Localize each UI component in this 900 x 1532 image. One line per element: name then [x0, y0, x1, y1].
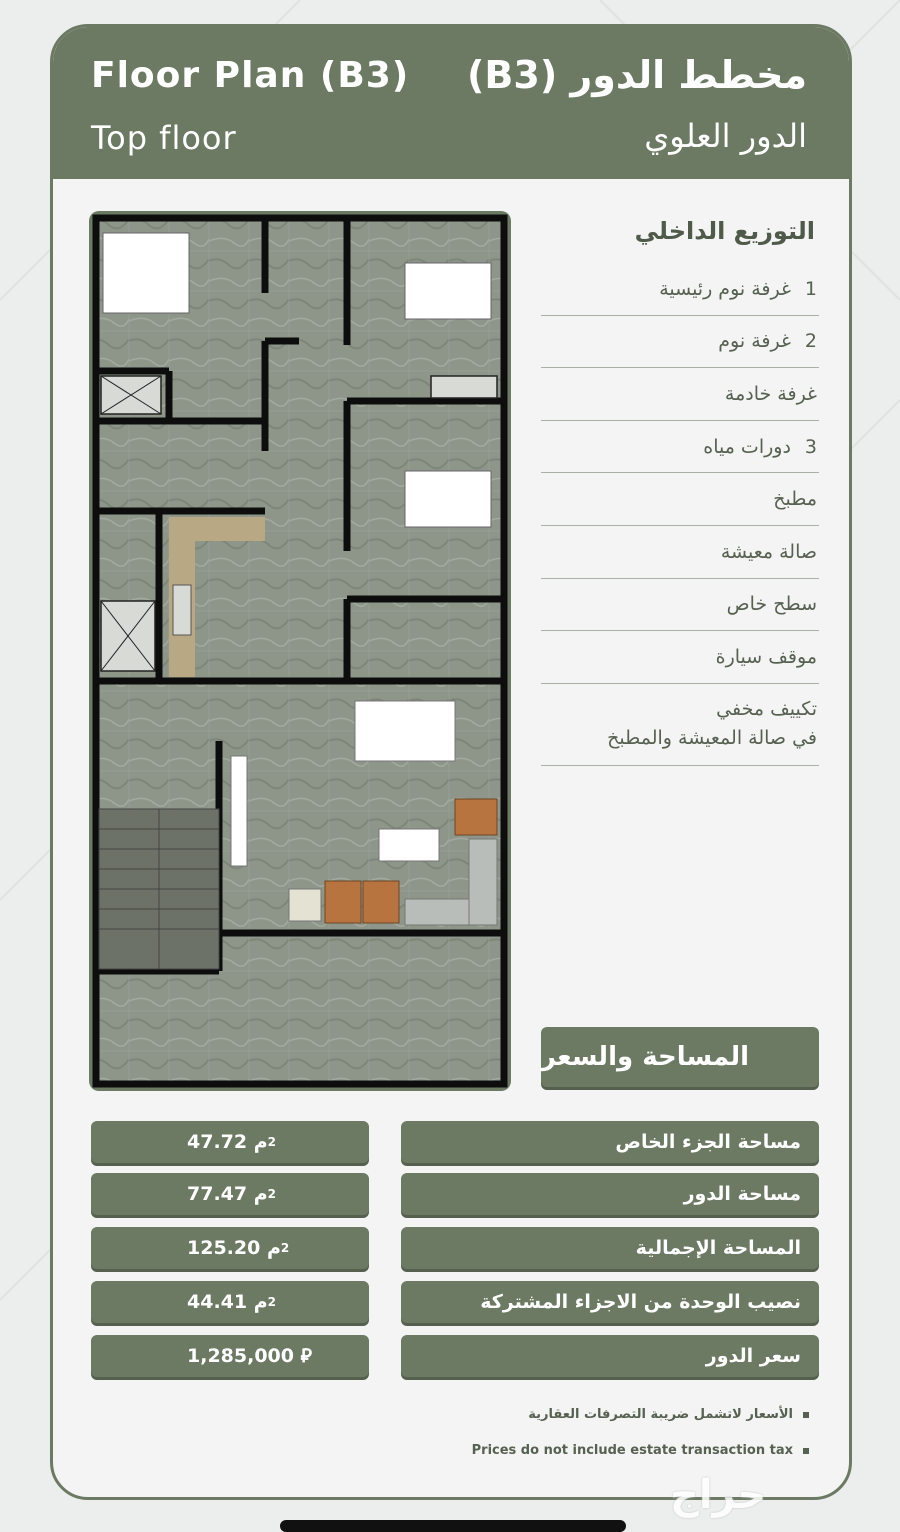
note-arabic: الأسعار لاتشمل ضريبة التصرفات العقارية: [528, 1407, 809, 1422]
list-item: سطح خاص: [541, 579, 819, 632]
area-price-title: المساحة والسعر: [541, 1027, 819, 1087]
layout-section-title: التوزيع الداخلي: [634, 217, 815, 245]
list-item: موقف سيارة: [541, 631, 819, 684]
floor-area-value: 77.47 م 2: [91, 1173, 369, 1215]
bullet-icon: [803, 1448, 809, 1454]
list-item: 2 غرفة نوم: [541, 316, 819, 369]
home-indicator: [280, 1520, 626, 1532]
riyal-icon: ⃁: [300, 1345, 312, 1367]
private-area-value: 47.72 م 2: [91, 1121, 369, 1163]
floor-area-label: مساحة الدور: [401, 1173, 819, 1215]
list-item: 1 غرفة نوم رئيسية: [541, 263, 819, 316]
title-arabic: مخطط الدور (B3): [467, 53, 807, 97]
title-english: Floor Plan (B3): [91, 55, 410, 96]
subtitle-english: Top floor: [91, 119, 237, 157]
note-english: Prices do not include estate transaction tax: [472, 1443, 809, 1458]
haraj-watermark: حراج: [670, 1472, 767, 1518]
list-item: مطبخ: [541, 473, 819, 526]
list-item-ac: [541, 684, 819, 766]
ac-line-1: تكييف مخفي: [716, 698, 817, 721]
floor-price-value: 1,285,000 ⃁: [91, 1335, 369, 1377]
list-item: 3 دورات مياه: [541, 421, 819, 474]
floor-price-label: سعر الدور: [401, 1335, 819, 1377]
floor-plan-card: [50, 24, 852, 1500]
total-area-value: 125.20 م 2: [91, 1227, 369, 1269]
subtitle-arabic: الدور العلوي: [644, 117, 807, 155]
ac-line-2: في صالة المعيشة والمطبخ: [607, 727, 817, 750]
private-area-label: مساحة الجزء الخاص: [401, 1121, 819, 1163]
common-share-label: نصيب الوحدة من الاجزاء المشتركة: [401, 1281, 819, 1323]
floor-plan-drawing: [89, 211, 511, 1091]
list-item: صالة معيشة: [541, 526, 819, 579]
bullet-icon: [803, 1412, 809, 1418]
header-bar: [53, 27, 849, 179]
list-item: غرفة خادمة: [541, 368, 819, 421]
room-list: [541, 263, 819, 766]
total-area-label: المساحة الإجمالية: [401, 1227, 819, 1269]
common-share-value: 44.41 م 2: [91, 1281, 369, 1323]
